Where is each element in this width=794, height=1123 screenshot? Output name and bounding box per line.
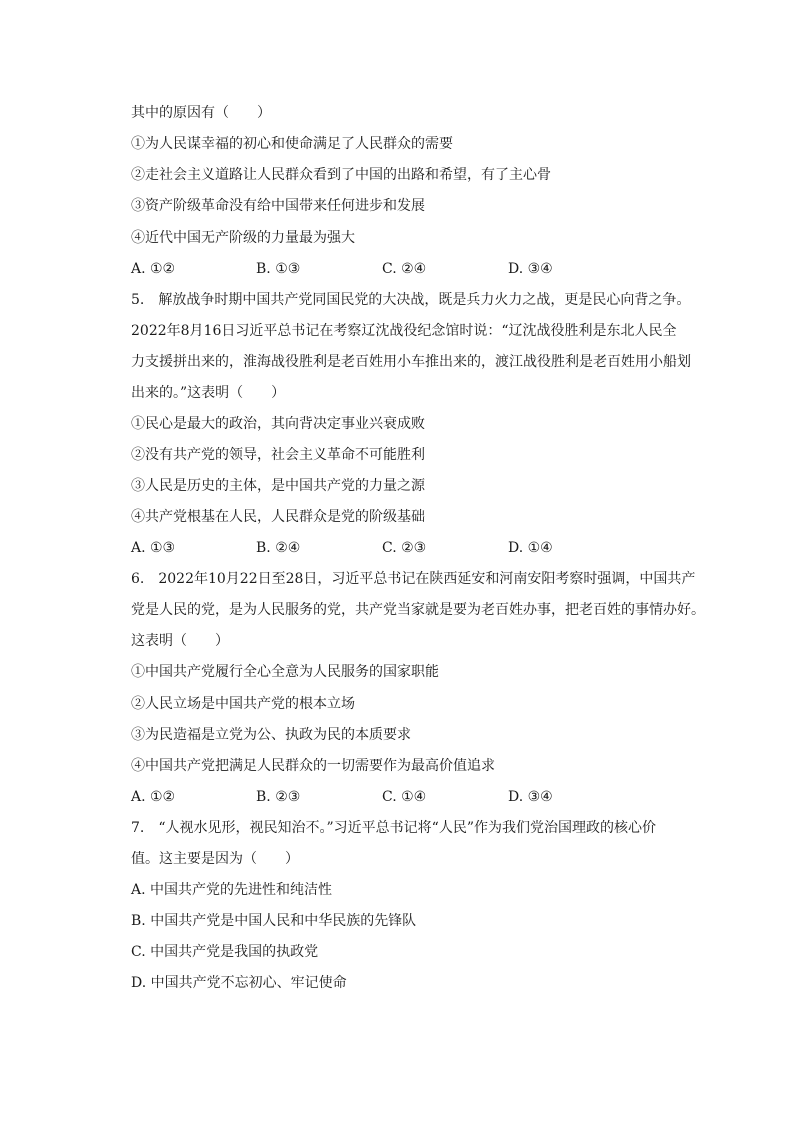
question-7-option-b[interactable]: B. 中国共产党是中国人民和中华民族的先锋队: [131, 913, 417, 929]
question-5-stem-line-1: 5. 解放战争时期中国共产党同国民党的大决战，既是兵力火力之战，更是民心向背之争。: [131, 292, 691, 308]
question-4-option-d[interactable]: D. ③④: [508, 261, 553, 277]
question-6-item-4: ④中国共产党把满足人民群众的一切需要作为最高价值追求: [131, 758, 495, 774]
question-6-option-b[interactable]: B. ②③: [256, 789, 301, 805]
question-6-options: [131, 787, 691, 807]
question-4-item-4: ④近代中国无产阶级的力量最为强大: [131, 230, 355, 246]
question-5-option-b[interactable]: B. ②④: [256, 540, 301, 556]
question-6-option-d[interactable]: D. ③④: [508, 789, 553, 805]
question-4-item-2: ②走社会主义道路让人民群众看到了中国的出路和希望，有了主心骨: [131, 167, 551, 183]
question-7-stem-line-1: 7. “人视水见形，视民知治不。”习近平总书记将“人民”作为我们党治国理政的核心价: [131, 820, 656, 836]
question-4-option-b[interactable]: B. ①③: [256, 261, 301, 277]
question-5-stem-line-2: 2022年8月16日习近平总书记在考察辽沈战役纪念馆时说：“辽沈战役胜利是东北人民全: [131, 323, 677, 339]
question-7-option-c[interactable]: C. 中国共产党是我国的执政党: [131, 944, 319, 960]
question-4-item-3: ③资产阶级革命没有给中国带来任何进步和发展: [131, 198, 425, 214]
question-5-item-3: ③人民是历史的主体，是中国共产党的力量之源: [131, 478, 425, 494]
question-4-option-a[interactable]: A. ①②: [131, 261, 176, 277]
question-6-item-3: ③为民造福是立党为公、执政为民的本质要求: [131, 727, 411, 743]
question-7-option-a[interactable]: A. 中国共产党的先进性和纯洁性: [131, 882, 333, 898]
question-4-option-c[interactable]: C. ②④: [382, 261, 427, 277]
question-5-option-a[interactable]: A. ①③: [131, 540, 176, 556]
question-5-stem-line-3: 力支援拼出来的，淮海战役胜利是老百姓用小车推出来的，渡江战役胜利是老百姓用小船划: [131, 354, 691, 370]
question-6-stem-line-2: 党是人民的党，是为人民服务的党，共产党当家就是要为老百姓办事，把老百姓的事情办好。: [131, 602, 705, 618]
question-5-item-1: ①民心是最大的政治，其向背决定事业兴衰成败: [131, 416, 425, 432]
question-5-stem-line-4: 出来的。”这表明（ ）: [131, 385, 286, 401]
question-5-option-d[interactable]: D. ①④: [508, 540, 553, 556]
question-5-item-4: ④共产党根基在人民，人民群众是党的阶级基础: [131, 509, 425, 525]
question-7-option-d[interactable]: D. 中国共产党不忘初心、牢记使命: [131, 975, 347, 991]
question-5-option-c[interactable]: C. ②③: [382, 540, 427, 556]
question-7-stem-line-2: 值。这主要是因为（ ）: [131, 851, 299, 867]
question-6-item-1: ①中国共产党履行全心全意为人民服务的国家职能: [131, 664, 439, 680]
question-6-stem-line-1: 6. 2022年10月22日至28日，习近平总书记在陕西延安和河南安阳考察时强调，中国共产: [131, 571, 696, 587]
question-5-item-2: ②没有共产党的领导，社会主义革命不可能胜利: [131, 447, 425, 463]
question-6-stem-line-3: 这表明（ ）: [131, 633, 229, 649]
question-6-option-a[interactable]: A. ①②: [131, 789, 176, 805]
question-6-item-2: ②人民立场是中国共产党的根本立场: [131, 696, 355, 712]
question-4-item-1: ①为人民谋幸福的初心和使命满足了人民群众的需要: [131, 136, 453, 152]
question-6-option-c[interactable]: C. ①④: [382, 789, 427, 805]
question-4-options: [131, 259, 691, 279]
question-5-options: [131, 538, 691, 558]
question-4-tail: 其中的原因有（ ）: [131, 105, 271, 121]
